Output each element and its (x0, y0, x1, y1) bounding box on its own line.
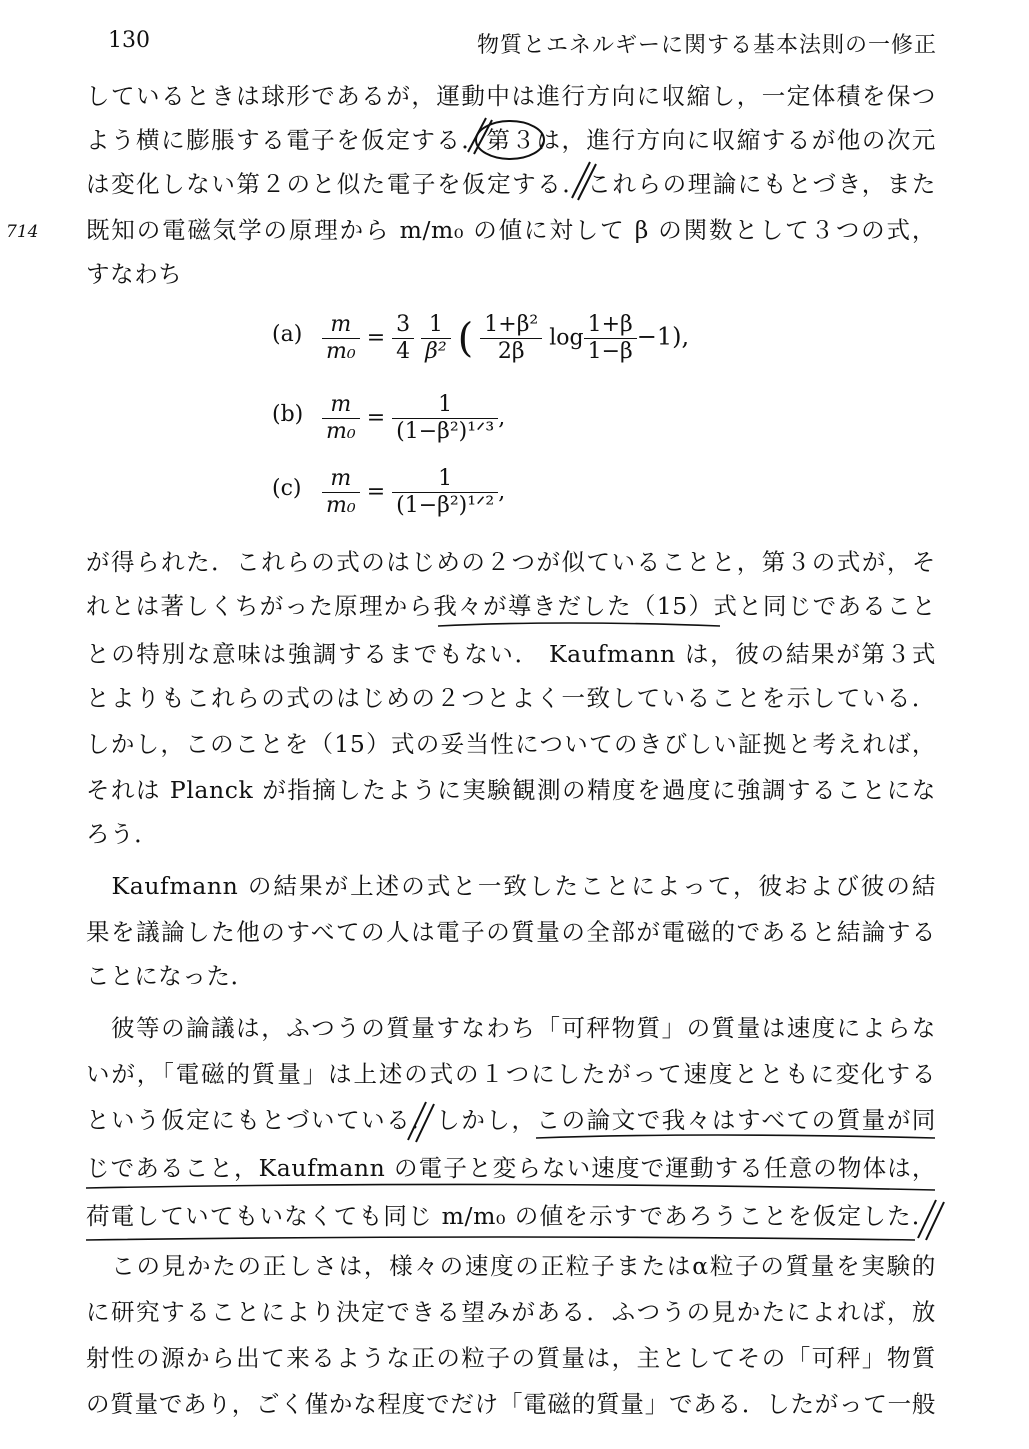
open-paren: ( (457, 315, 474, 362)
eq-den: 2β (497, 339, 525, 364)
eq-num: 1 (392, 466, 498, 493)
eq-den: (1−β²)¹ᐟ² (396, 493, 495, 518)
equation-b (272, 392, 592, 452)
text-line: れとは著しくちがった原理から我々が導きだした（15）式と同じであること (86, 592, 936, 620)
eq-tail: −1), (636, 322, 690, 351)
equation-label: (b) (272, 402, 304, 427)
margin-note: 714 (6, 222, 39, 242)
underline-mark (86, 1237, 915, 1240)
text-line: ことになった． (86, 962, 255, 990)
eq-num: 1+β² (480, 312, 542, 339)
eq-num: m (322, 466, 360, 493)
text-line: という仮定にもとづいている．しかし，この論文で我々はすべての質量が同 (86, 1106, 936, 1134)
text-line: に研究することにより決定できる望みがある．ふつうの見かたによれば，放 (86, 1298, 936, 1326)
eq-den: m₀ (326, 339, 356, 364)
text-line: この見かたの正しさは，様々の速度の正粒子またはα粒子の質量を実験的 (86, 1252, 936, 1280)
equation-label: (c) (272, 476, 302, 501)
text-line: 果を議論した他のすべての人は電子の質量の全部が電磁的であると結論する (86, 918, 936, 946)
text-line: との特別な意味は強調するまでもない． Kaufmann は，彼の結果が第３式 (86, 640, 936, 668)
equation-c (272, 466, 592, 526)
eq-num: 1+β (584, 312, 637, 339)
text-line: 射性の源から出て来るような正の粒子の質量は，主としてその「可秤」物質 (86, 1344, 936, 1372)
text-line: しかし，このことを（15）式の妥当性についてのきびしい証拠と考えれば， (86, 730, 936, 758)
text-line: が得られた．これらの式のはじめの２つが似ていることと，第３の式が，そ (86, 548, 936, 576)
eq-num: 3 (392, 312, 414, 339)
text-line: 荷電していてもいなくても同じ m/m₀ の値を示すであろうことを仮定した． (86, 1202, 936, 1230)
equals-sign: = (366, 325, 386, 351)
eq-num: m (322, 312, 360, 339)
eq-num: m (322, 392, 360, 419)
eq-den: 1−β (587, 339, 633, 364)
text-line: は変化しない第２のと似た電子を仮定する．これらの理論にもとづき，また (86, 170, 936, 198)
text-line: の質量であり，ごく僅かな程度でだけ「電磁的質量」である．したがって一般 (86, 1390, 936, 1418)
equals-sign: = (366, 405, 386, 431)
eq-den: (1−β²)¹ᐟ³ (396, 419, 495, 444)
equals-sign: = (366, 479, 386, 505)
text-line: いが，「電磁的質量」は上述の式の１つにしたがって速度とともに変化する (86, 1060, 936, 1088)
eq-num: 1 (392, 392, 498, 419)
text-line: しているときは球形であるが，運動中は進行方向に収縮し，一定体積を保つ (86, 82, 936, 110)
text-line: じであること，Kaufmann の電子と変らない速度で運動する任意の物体は， (86, 1154, 936, 1182)
text-line: Kaufmann の結果が上述の式と一致したことによって，彼および彼の結 (86, 872, 936, 900)
underline-mark (86, 1184, 935, 1190)
text-line: すなわち (86, 260, 183, 288)
eq-den: 4 (396, 339, 411, 364)
page-number: 130 (108, 28, 150, 53)
running-head: 物質とエネルギーに関する基本法則の一修正 (476, 33, 937, 58)
eq-num: 1 (421, 312, 451, 339)
eq-tail: , (498, 479, 506, 505)
eq-den: β² (425, 339, 447, 364)
text-line: ろう． (86, 820, 159, 848)
underline-mark (438, 623, 720, 626)
equation-label: (a) (272, 322, 303, 347)
text-line: 既知の電磁気学の原理から m/m₀ の値に対して β の関数として３つの式， (86, 216, 936, 244)
text-line: よう横に膨脹する電子を仮定する．第３は，進行方向に収縮するが他の次元 (86, 126, 936, 154)
text-line: 彼等の論議は，ふつうの質量すなわち「可秤物質」の質量は速度によらな (86, 1014, 936, 1042)
eq-den: m₀ (326, 419, 356, 444)
text-line: とよりもこれらの式のはじめの２つとよく一致していることを示している． (86, 684, 936, 712)
text-line: それは Planck が指摘したように実験観測の精度を過度に強調することにな (86, 776, 936, 804)
eq-den: m₀ (326, 493, 356, 518)
eq-tail: , (498, 405, 506, 431)
log-text: log (549, 325, 584, 351)
equation-a (272, 312, 732, 372)
